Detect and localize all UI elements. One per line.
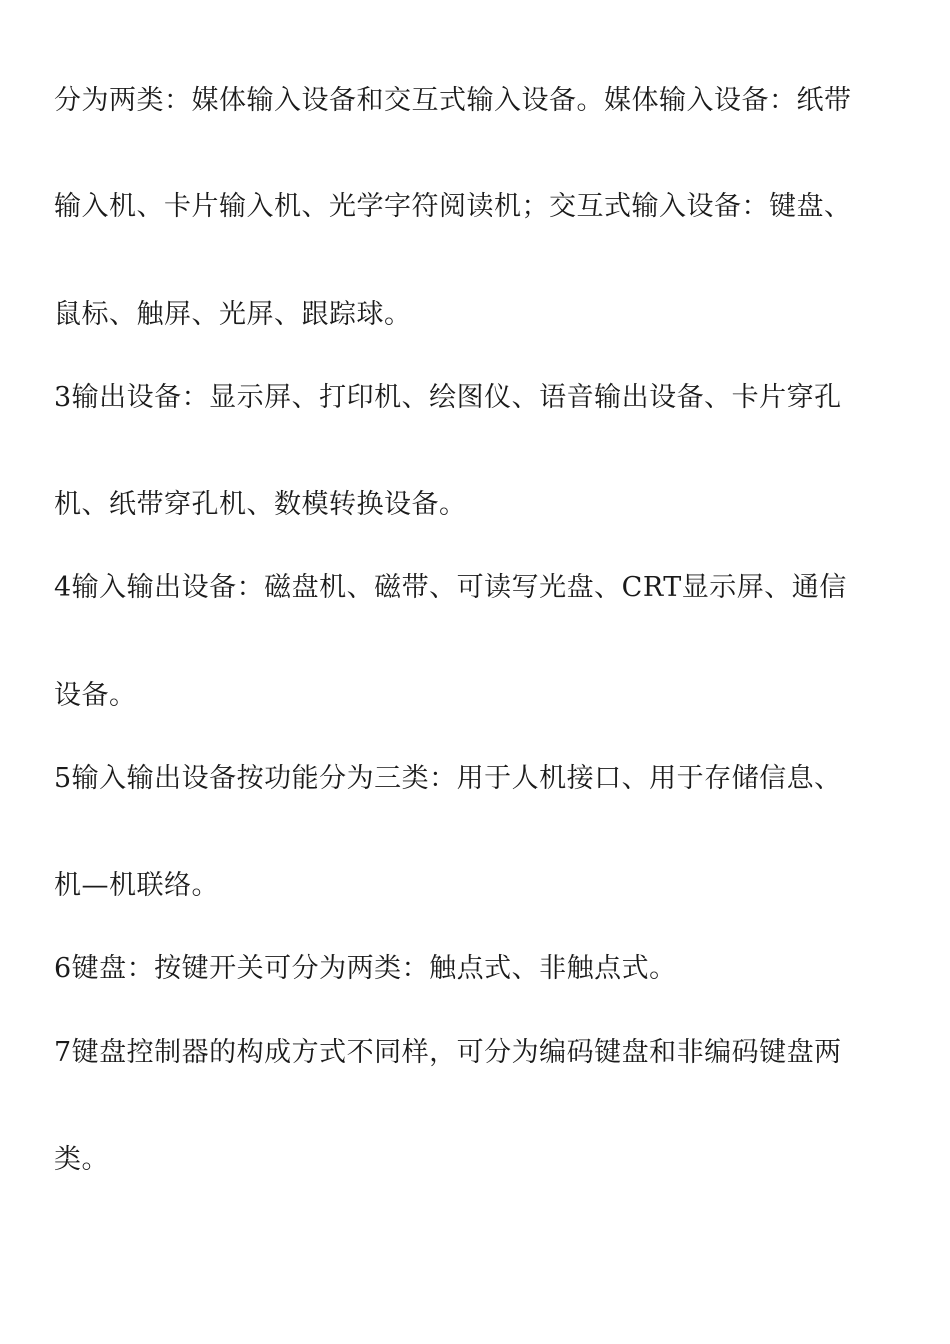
item-3-line: 机、纸带穿孔机、数模转换设备。	[54, 489, 467, 520]
item-7-line: 类。	[54, 1144, 109, 1175]
paragraph-line: 输入机、卡片输入机、光学字符阅读机；交互式输入设备：键盘、	[54, 191, 852, 222]
item-5-line: 5输入输出设备按功能分为三类：用于人机接口、用于存储信息、	[54, 763, 842, 794]
item-3-line: 3输出设备：显示屏、打印机、绘图仪、语音输出设备、卡片穿孔	[54, 382, 842, 413]
item-7-line: 7键盘控制器的构成方式不同样，可分为编码键盘和非编码键盘两	[54, 1037, 842, 1068]
paragraph-line: 分为两类：媒体输入设备和交互式输入设备。媒体输入设备：纸带	[54, 85, 852, 116]
item-4-line: 设备。	[54, 680, 137, 711]
item-4-line: 4输入输出设备：磁盘机、磁带、可读写光盘、CRT显示屏、通信	[54, 572, 847, 603]
item-6-line: 6键盘：按键开关可分为两类：触点式、非触点式。	[54, 953, 677, 984]
paragraph-line: 鼠标、触屏、光屏、跟踪球。	[54, 299, 412, 330]
item-5-line: 机—机联络。	[54, 870, 219, 901]
